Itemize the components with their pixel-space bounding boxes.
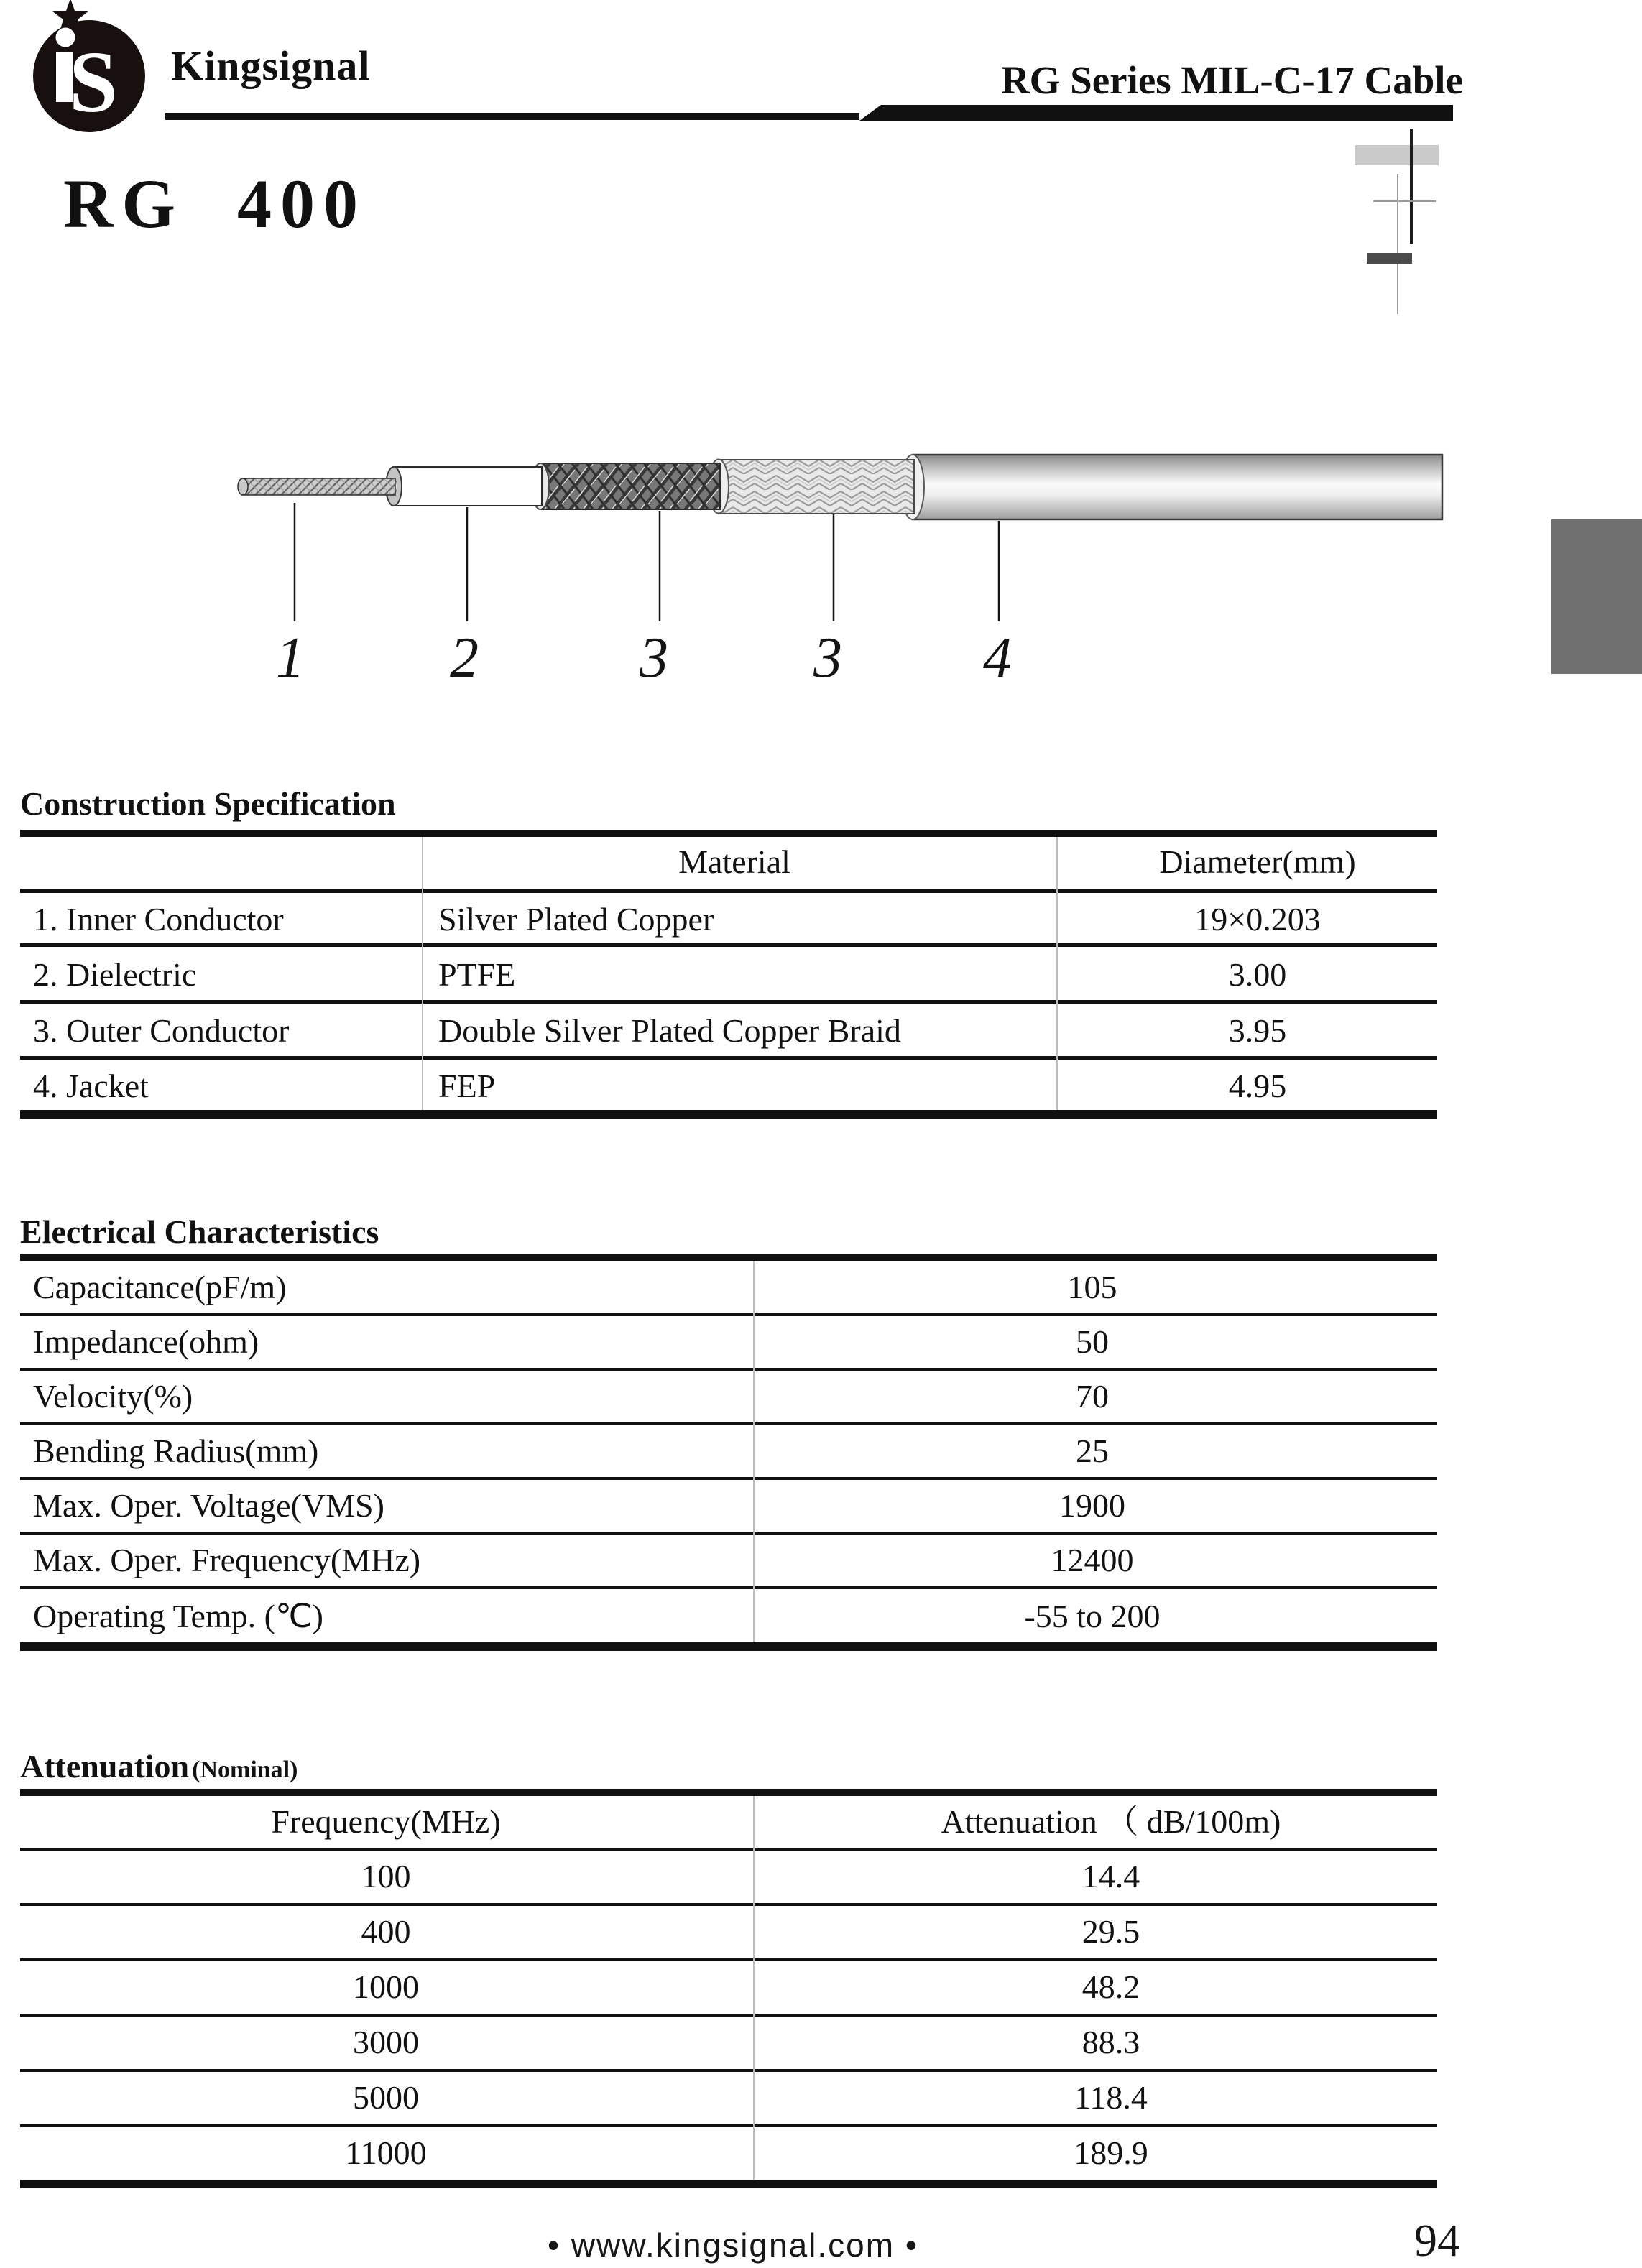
row-name: 3. Outer Conductor <box>33 1012 290 1049</box>
footer-bullet-left: • <box>548 2226 561 2264</box>
construction-title: Construction Specification <box>20 785 396 822</box>
label-braid-2: 3 <box>813 626 842 690</box>
row-label: Impedance(ohm) <box>33 1323 259 1360</box>
column-divider <box>1056 837 1058 1110</box>
column-divider <box>422 837 423 1110</box>
row-frequency: 3000 <box>353 2024 419 2060</box>
table-border <box>20 1254 1437 1261</box>
inner-conductor-layer <box>238 478 395 495</box>
table-border <box>20 2069 1437 2072</box>
row-value: 50 <box>1076 1323 1109 1360</box>
label-braid-1: 3 <box>640 626 668 690</box>
table-border <box>20 830 1437 837</box>
row-value: -55 to 200 <box>1024 1598 1161 1634</box>
decor-dark-rect <box>1367 253 1412 264</box>
row-value: 1900 <box>1059 1487 1125 1524</box>
logo-letter-s: S <box>69 34 118 131</box>
row-value: 88.3 <box>1081 2024 1140 2060</box>
row-frequency: 400 <box>361 1913 411 1950</box>
row-value: 29.5 <box>1081 1913 1140 1950</box>
table-border <box>20 1477 1437 1480</box>
table-border <box>20 1642 1437 1651</box>
row-frequency: 1000 <box>353 1968 419 2005</box>
col-header-material: Material <box>678 843 790 880</box>
footer-bullet-right: • <box>905 2226 918 2264</box>
table-border <box>20 889 1437 893</box>
footer-website-text: www.kingsignal.com <box>571 2226 895 2264</box>
row-frequency: 5000 <box>353 2079 419 2116</box>
dielectric-layer <box>386 467 542 506</box>
electrical-table <box>20 1254 1437 1651</box>
row-diameter: 19×0.203 <box>1194 901 1321 938</box>
row-value: 14.4 <box>1081 1858 1140 1894</box>
col-header-frequency: Frequency(MHz) <box>271 1803 501 1840</box>
row-label: Bending Radius(mm) <box>33 1432 319 1469</box>
label-inner-conductor: 1 <box>276 626 305 690</box>
row-label: Velocity(%) <box>33 1378 193 1415</box>
outer-braid-2-layer <box>709 460 914 514</box>
row-value: 48.2 <box>1081 1968 1140 2005</box>
table-border <box>20 2180 1437 2188</box>
table-border <box>20 1903 1437 1906</box>
kingsignal-logo <box>27 0 161 148</box>
row-diameter: 3.00 <box>1228 956 1287 993</box>
row-label: Max. Oper. Voltage(VMS) <box>33 1487 384 1524</box>
row-material: FEP <box>438 1068 496 1104</box>
decor-gray-hline <box>1373 200 1436 202</box>
attenuation-title: Attenuation <box>20 1748 190 1785</box>
row-frequency: 100 <box>361 1858 411 1894</box>
attenuation-table <box>20 1789 1437 2188</box>
row-diameter: 3.95 <box>1228 1012 1287 1049</box>
construction-table <box>20 830 1437 1119</box>
row-name: 1. Inner Conductor <box>33 901 284 938</box>
table-border <box>20 1848 1437 1851</box>
row-value: 189.9 <box>1074 2134 1148 2171</box>
label-dielectric: 2 <box>450 626 479 690</box>
cable-cutaway-diagram <box>0 402 1642 704</box>
table-border <box>20 1532 1437 1535</box>
jacket-layer <box>901 455 1442 519</box>
row-name: 2. Dielectric <box>33 956 197 993</box>
row-frequency: 11000 <box>345 2134 427 2171</box>
table-border <box>20 1789 1437 1796</box>
row-material: Silver Plated Copper <box>438 901 714 938</box>
leader-lines <box>295 503 999 621</box>
table-border <box>20 2124 1437 2127</box>
series-title: RG Series MIL-C-17 Cable <box>1000 58 1463 102</box>
table-border <box>20 1313 1437 1316</box>
row-value: 70 <box>1076 1378 1109 1415</box>
row-material: Double Silver Plated Copper Braid <box>438 1012 901 1049</box>
row-value: 118.4 <box>1074 2079 1148 2116</box>
table-border <box>20 1368 1437 1371</box>
label-jacket: 4 <box>983 626 1012 690</box>
decor-light-rect <box>1355 145 1439 165</box>
row-label: Max. Oper. Frequency(MHz) <box>33 1542 421 1578</box>
electrical-title: Electrical Characteristics <box>20 1213 379 1250</box>
row-diameter: 4.95 <box>1228 1068 1287 1104</box>
product-title: RG 400 <box>63 165 366 242</box>
column-divider <box>753 1261 755 1642</box>
outer-braid-1-layer <box>532 463 720 509</box>
row-value: 25 <box>1076 1432 1109 1469</box>
table-border <box>20 2014 1437 2017</box>
table-border <box>20 1422 1437 1425</box>
table-border <box>20 1110 1437 1119</box>
row-value: 12400 <box>1051 1542 1134 1578</box>
table-border <box>20 1586 1437 1589</box>
header-rule-left <box>165 113 859 120</box>
row-label: Operating Temp. (℃) <box>33 1598 323 1634</box>
footer-website-line <box>374 2226 1092 2264</box>
attenuation-subtitle: (Nominal) <box>192 1756 298 1783</box>
attenuation-title-row <box>20 1747 298 1785</box>
table-border <box>20 1000 1437 1004</box>
table-border <box>20 943 1437 947</box>
col-header-diameter: Diameter(mm) <box>1159 843 1356 880</box>
row-value: 105 <box>1067 1269 1117 1305</box>
row-material: PTFE <box>438 956 516 993</box>
table-border <box>20 1056 1437 1060</box>
row-name: 4. Jacket <box>33 1068 149 1104</box>
page-number: 94 <box>1414 2215 1460 2266</box>
row-label: Capacitance(pF/m) <box>33 1269 287 1305</box>
decor-gray-vline <box>1397 174 1398 314</box>
decor-black-vline <box>1410 129 1413 244</box>
header-rule-right <box>859 105 1453 121</box>
column-divider <box>753 1796 755 2180</box>
table-border <box>20 1958 1437 1961</box>
brand-name: Kingsignal <box>171 42 371 89</box>
col-header-attenuation: Attenuation （ dB/100m) <box>941 1803 1281 1840</box>
